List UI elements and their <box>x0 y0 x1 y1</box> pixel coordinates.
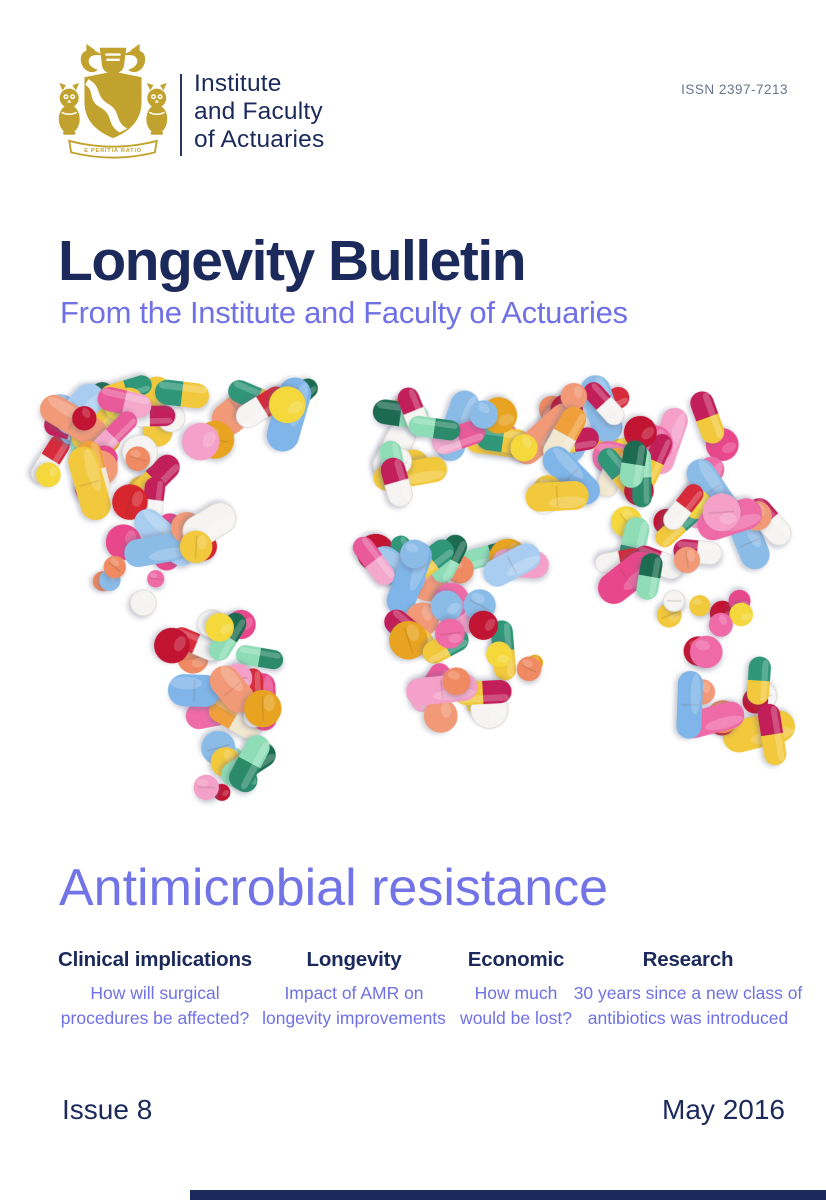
topic-label: Economic <box>467 948 565 971</box>
bulletin-subtitle: From the Institute and Faculty of Actuaries <box>60 295 628 330</box>
logo-wordmark-line2: and Faculty <box>194 98 323 125</box>
logo-wordmark <box>194 70 324 154</box>
topic-label: Clinical implications <box>57 948 253 971</box>
topic-research <box>574 948 803 1031</box>
world-map-pills-svg <box>0 370 826 830</box>
pill <box>146 569 166 589</box>
topic-longevity <box>262 948 446 1031</box>
logo-wordmark-line3: of Actuaries <box>194 126 325 153</box>
feature-heading: Antimicrobial resistance <box>59 859 609 917</box>
issn-number: ISSN 2397-7213 <box>681 82 788 97</box>
crest-helmet-slit <box>105 53 120 55</box>
topic-description-line2: longevity improvements <box>262 1008 446 1028</box>
pill <box>676 670 703 739</box>
pill <box>663 590 685 612</box>
topic-economic <box>460 948 572 1031</box>
pill <box>688 594 711 617</box>
topic-description-line2: would be lost? <box>460 1008 572 1028</box>
bottom-accent-bar <box>190 1190 826 1200</box>
topic-label: Research <box>642 948 734 971</box>
logo-wordmark-line1: Institute <box>194 70 282 97</box>
topic-description-line1: How much <box>474 983 558 1003</box>
topic-description-line1: 30 years since a new class of <box>573 983 803 1003</box>
issue-number: Issue 8 <box>62 1094 153 1125</box>
topic-description-line1: Impact of AMR on <box>284 983 424 1003</box>
crest-mantling-left <box>81 50 102 72</box>
world-map-pills-image <box>0 370 826 830</box>
crest-shield <box>84 72 141 139</box>
ifoa-crest-logo <box>54 40 172 162</box>
crest-owl-left <box>59 83 80 135</box>
topics-row <box>0 948 826 1038</box>
topic-description-line2: antibiotics was introduced <box>587 1008 789 1028</box>
topic-description <box>460 981 572 1031</box>
topic-description-line1: How will surgical <box>90 983 220 1003</box>
crest-mantling-right <box>124 50 145 72</box>
pill <box>127 586 161 620</box>
topic-description <box>574 981 803 1031</box>
pill <box>687 388 728 447</box>
crest-motto-text: E PERITIA RATIO <box>84 147 142 154</box>
topic-description <box>262 981 446 1031</box>
logo-divider <box>180 74 182 156</box>
issue-date: May 2016 <box>662 1094 785 1125</box>
pill <box>525 480 590 512</box>
topic-description <box>58 981 252 1031</box>
topic-clinical-implications <box>58 948 252 1031</box>
bulletin-title: Longevity Bulletin <box>58 229 526 293</box>
topic-label: Longevity <box>306 948 402 971</box>
crest-helmet-slit <box>106 59 119 61</box>
topic-description-line2: procedures be affected? <box>60 1008 250 1028</box>
crest-owl-right <box>146 83 167 135</box>
pill <box>746 656 771 706</box>
